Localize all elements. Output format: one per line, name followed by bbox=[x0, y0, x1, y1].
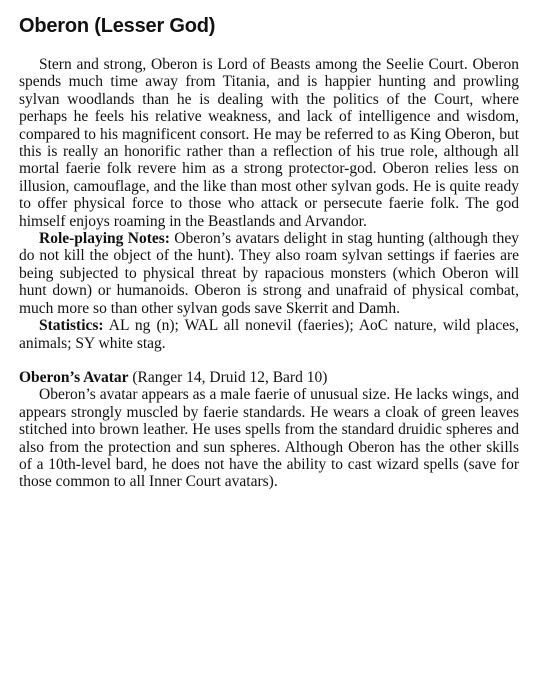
statistics-label: Statistics: bbox=[39, 317, 104, 335]
document-page bbox=[19, 14, 519, 491]
avatar-title: Oberon’s Avatar bbox=[19, 368, 129, 386]
avatar-classes: (Ranger 14, Druid 12, Bard 10) bbox=[128, 368, 328, 386]
roleplaying-paragraph bbox=[19, 230, 519, 317]
roleplaying-text: Oberon’s avatars delight in stag hunting (although they do not kill the object of the hunt). They also roam sylvan settings if faeries are being subjected to physical threat by rapacious monsters (which Oberon will hunt down) or humanoids. Oberon is strong and unafraid of physical combat, much more so than other sylvan gods save Skerrit and Damh. bbox=[19, 230, 519, 317]
statistics-text: AL ng (n); WAL all nonevil (faeries); AoC nature, wild places, animals; SY white stag. bbox=[19, 317, 519, 352]
document-body bbox=[19, 56, 519, 491]
statistics-paragraph bbox=[19, 317, 519, 352]
section-spacer bbox=[19, 352, 519, 369]
roleplaying-label: Role-playing Notes: bbox=[39, 230, 170, 248]
avatar-heading bbox=[19, 369, 519, 386]
intro-paragraph: Stern and strong, Oberon is Lord of Beasts among the Seelie Court. Oberon spends much time away from Titania, and is happier hunting and prowling sylvan woodlands than he is dealing with the politics of the Court, where perhaps he feels his relative weakness, and lack of intelligence and wisdom, compared to his magnificent consort. He may be referred to as King Oberon, but this is really an honorific rather than a reflection of his true role, although all mortal faerie folk revere him as a strong protector-god. Oberon relies less on illusion, camouflage, and the like than most other sylvan gods. He is quite ready to offer physical force to those who attack or persecute faerie folk. The god himself enjoys roaming in the Beastlands and Arvandor. bbox=[19, 56, 519, 230]
section-heading: Oberon (Lesser God) bbox=[19, 15, 216, 37]
avatar-paragraph: Oberon’s avatar appears as a male faerie of unusual size. He lacks wings, and appears strongly muscled by faerie standards. He wears a cloak of green leaves stitched into brown leather. He uses spells from the standard druidic spheres and also from the protection and sun spheres. Although Oberon has the other skills of a 10th-level bard, he does not have the ability to cast wizard spells (save for those common to all Inner Court avatars). bbox=[19, 386, 519, 491]
